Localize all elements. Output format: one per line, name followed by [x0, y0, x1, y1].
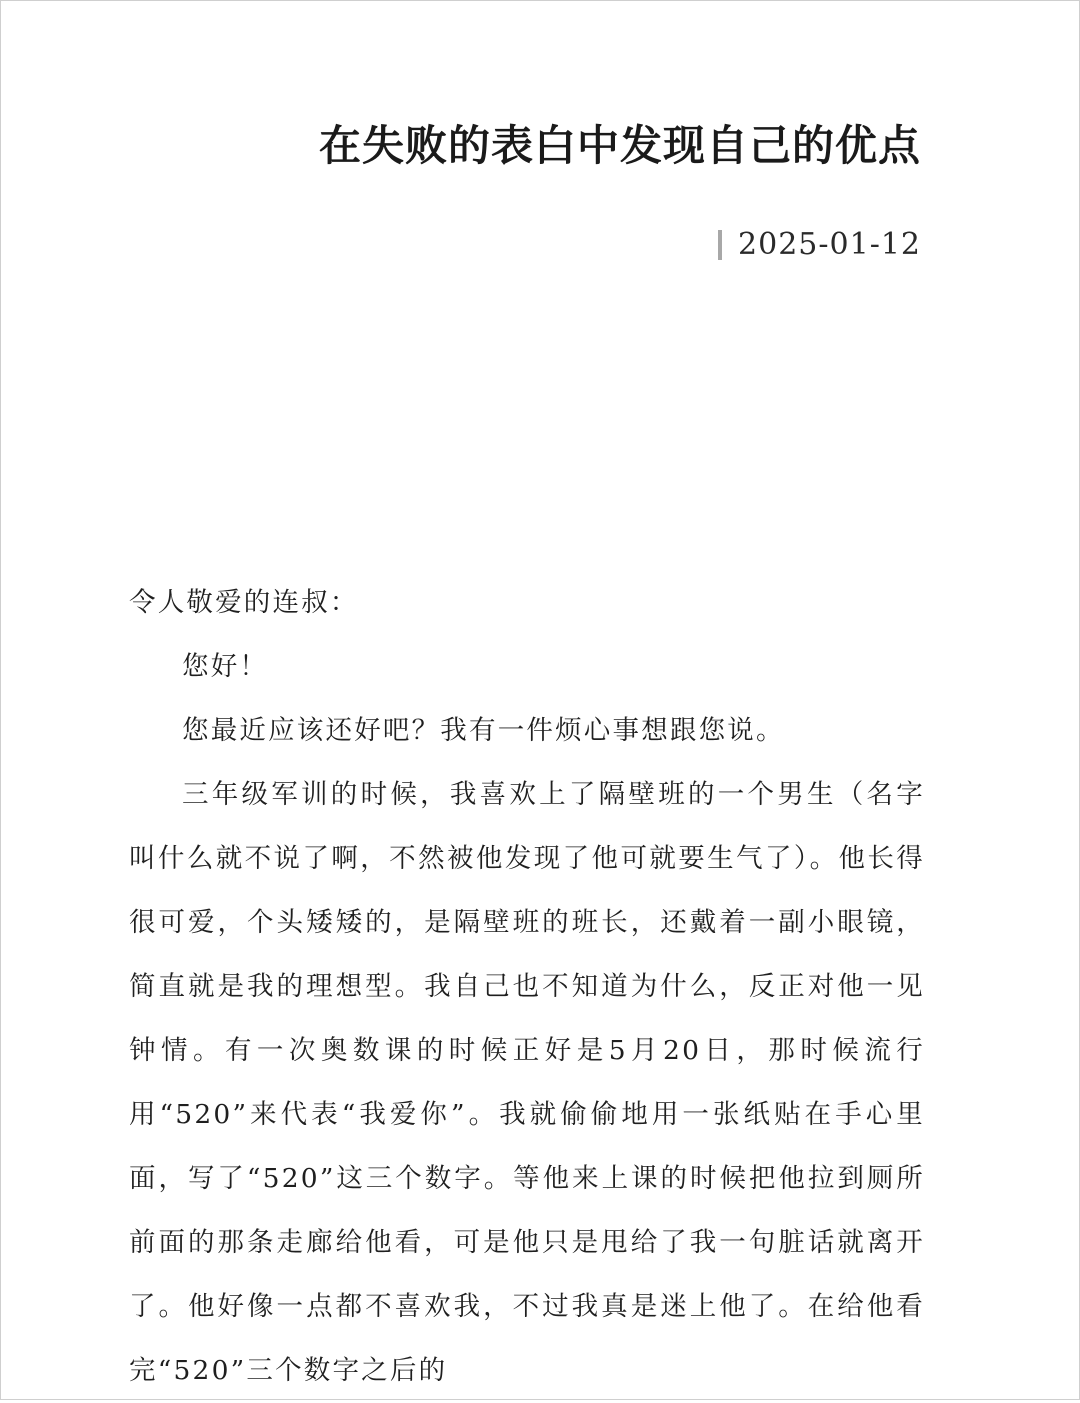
letter-salutation: 令人敬爱的连叔：	[129, 587, 359, 618]
article-title: 在失败的表白中发现自己的优点	[318, 121, 921, 170]
date-line	[718, 227, 921, 262]
letter-body	[129, 571, 925, 1403]
letter-greeting: 您好！	[182, 651, 269, 682]
letter-paragraph: 您最近应该还好吧？我有一件烦心事想跟您说。	[182, 715, 785, 746]
letter-paragraph: 三年级军训的时候，我喜欢上了隔壁班的一个男生（名字叫什么就不说了啊，不然被他发现了他可就要生气了）。他长得很可爱，个头矮矮的，是隔壁班的班长，还戴着一副小眼镜，简直就是我的理想型。我自己也不知道为什么，反正对他一见钟情。有一次奥数课的时候正好是5月20日，那时候流行用“520”来代表“我爱你”。我就偷偷地用一张纸贴在手心里面，写了“520”这三个数字。等他来上课的时候把他拉到厕所前面的那条走廊给他看，可是他只是甩给了我一句脏话就离开了。他好像一点都不喜欢我，不过我真是迷上他了。在给他看完“520”三个数字之后的	[129, 779, 925, 1386]
publish-date: 2025-01-12	[738, 227, 921, 262]
date-divider-bar	[718, 230, 722, 260]
